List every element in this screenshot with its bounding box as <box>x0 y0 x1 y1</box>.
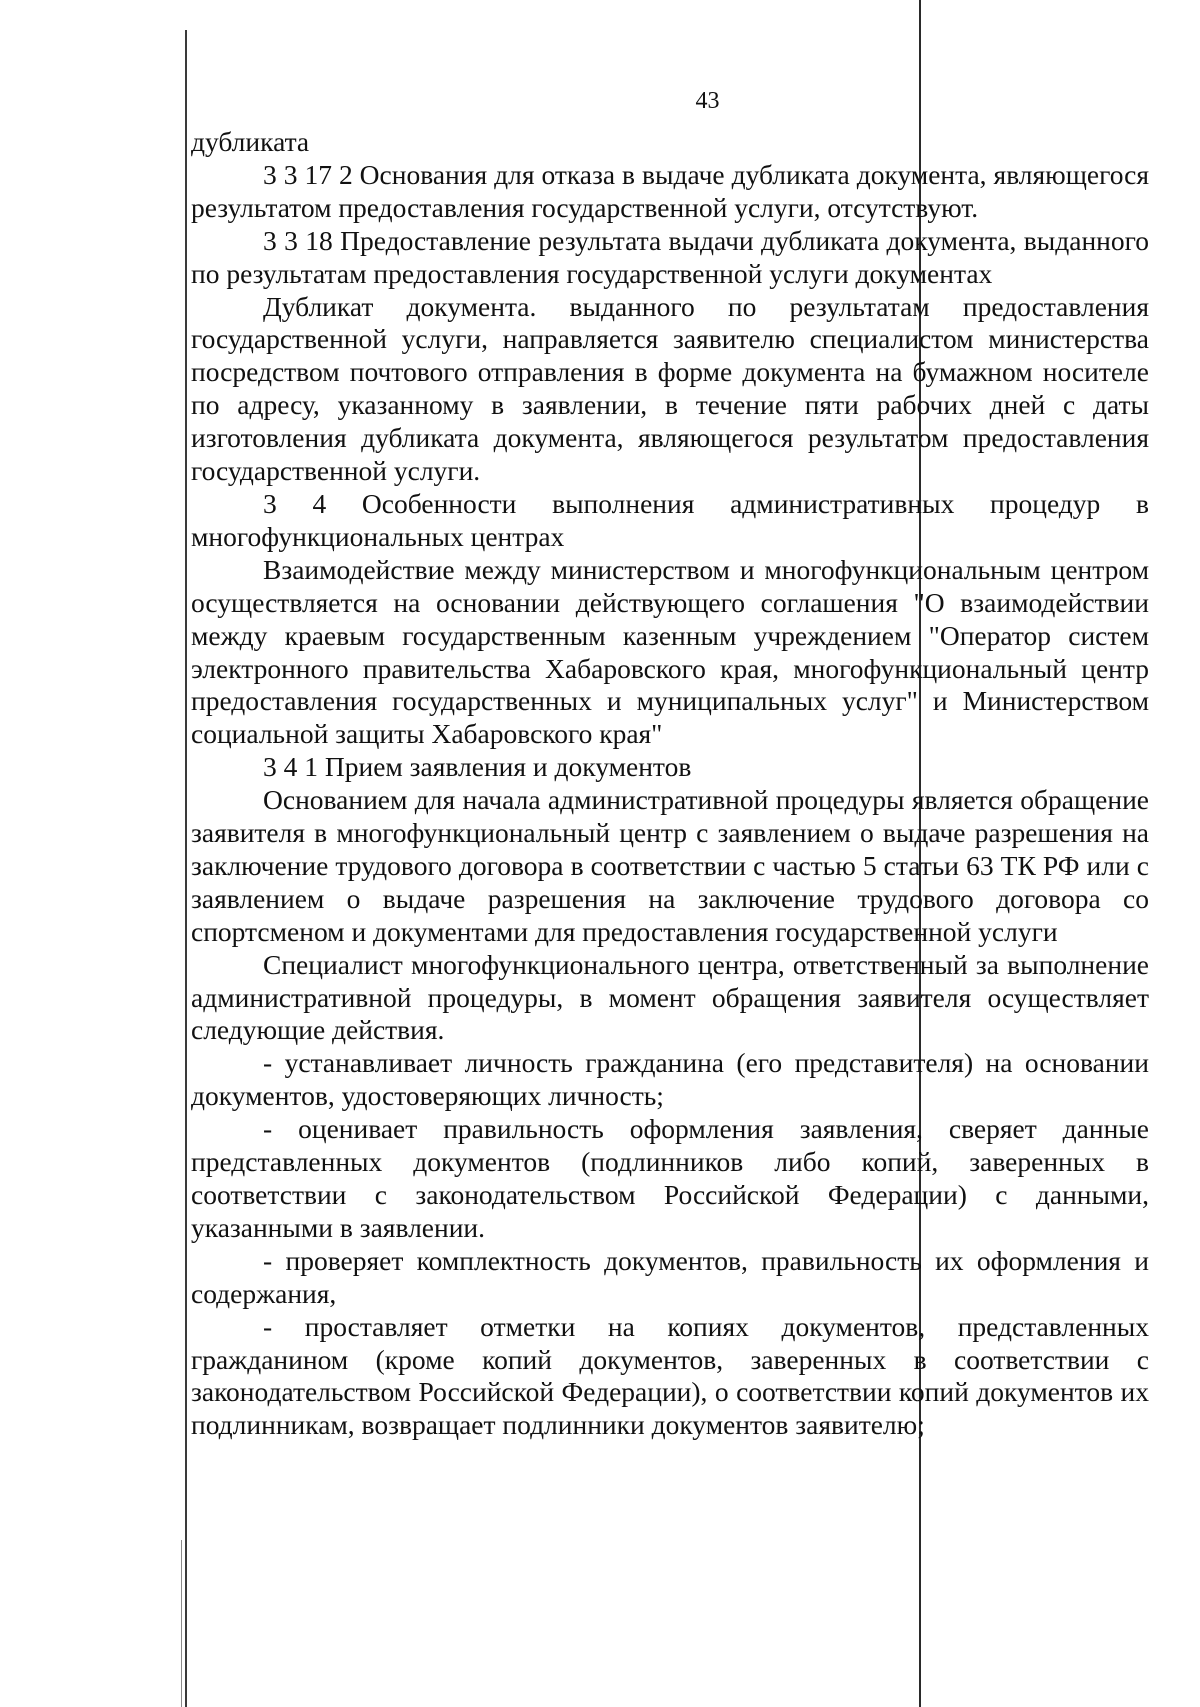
left-margin-line-faint <box>181 1540 182 1707</box>
list-item-verify-application: - оценивает правильность оформления заявления, сверяет данные представленных документов (подлинников либо копий, заверенных в соответствии с законодательством Российской Федерации) с данными, указанными в заявлении. <box>191 1113 1149 1243</box>
list-item-identity: - устанавливает личность гражданина (его представителя) на основании документов, удостоверяющих личность; <box>191 1047 1149 1112</box>
left-margin-line <box>185 30 187 1707</box>
paragraph-3-3-17-2: 3 3 17 2 Основания для отказа в выдаче дубликата документа, являющегося результатом предоставления государственной услуги, отсутствуют. <box>191 158 1149 223</box>
list-item-check-completeness: - проверяет комплектность документов, правильность их оформления и содержания, <box>191 1244 1149 1309</box>
paragraph-duplicate-delivery: Дубликат документа. выданного по результатам предоставления государственной услуги, направляется заявителю специалистом министерства посредством почтового отправления в форме документа на бумажном носителе по адресу, указанному в заявлении, в течение пяти рабочих дней с даты изготовления дубликата документа, являющегося результатом предоставления государственной услуги. <box>191 290 1149 487</box>
page-number: 43 <box>695 88 720 114</box>
paragraph-procedure-basis: Основанием для начала административной процедуры является обращение заявителя в многофункциональный центр с заявлением о выдаче разрешения на заключение трудового договора в соответствии с частью 5 статьи 63 ТК РФ или с заявлением о выдаче разрешения на заключение трудового договора со спортсменом и документами для предоставления государственной услуги <box>191 784 1149 947</box>
paragraph-3-3-18: 3 3 18 Предоставление результата выдачи дубликата документа, выданного по результатам предоставления государственной услуги документах <box>191 224 1149 289</box>
document-body <box>191 126 1149 1442</box>
paragraph-specialist-actions: Специалист многофункционального центра, ответственный за выполнение административной процедуры, в момент обращения заявителя осуществляет следующие действия. <box>191 948 1149 1046</box>
paragraph-3-4-1-heading: 3 4 1 Прием заявления и документов <box>263 751 692 783</box>
paragraph-continuation: дубликата <box>191 126 310 157</box>
paragraph-interaction-agreement: Взаимодействие между министерством и многофункциональным центром осуществляется на основании действующего соглашения "О взаимодействии между краевым государственным казенным учреждением "Оператор систем электронного правительства Хабаровского края, многофункциональный центр предоставления государственных и муниципальных услуг" и Министерством социальной защиты Хабаровского края" <box>191 553 1149 750</box>
list-item-mark-copies: - проставляет отметки на копиях документов, представленных гражданином (кроме копий документов, заверенных в соответствии с законодательством Российской Федерации), о соответствии копий документов их подлинникам, возвращает подлинники документов заявителю; <box>191 1310 1149 1441</box>
paragraph-3-4-heading: 3 4 Особенности выполнения административных процедур в многофункциональных центрах <box>191 487 1149 552</box>
